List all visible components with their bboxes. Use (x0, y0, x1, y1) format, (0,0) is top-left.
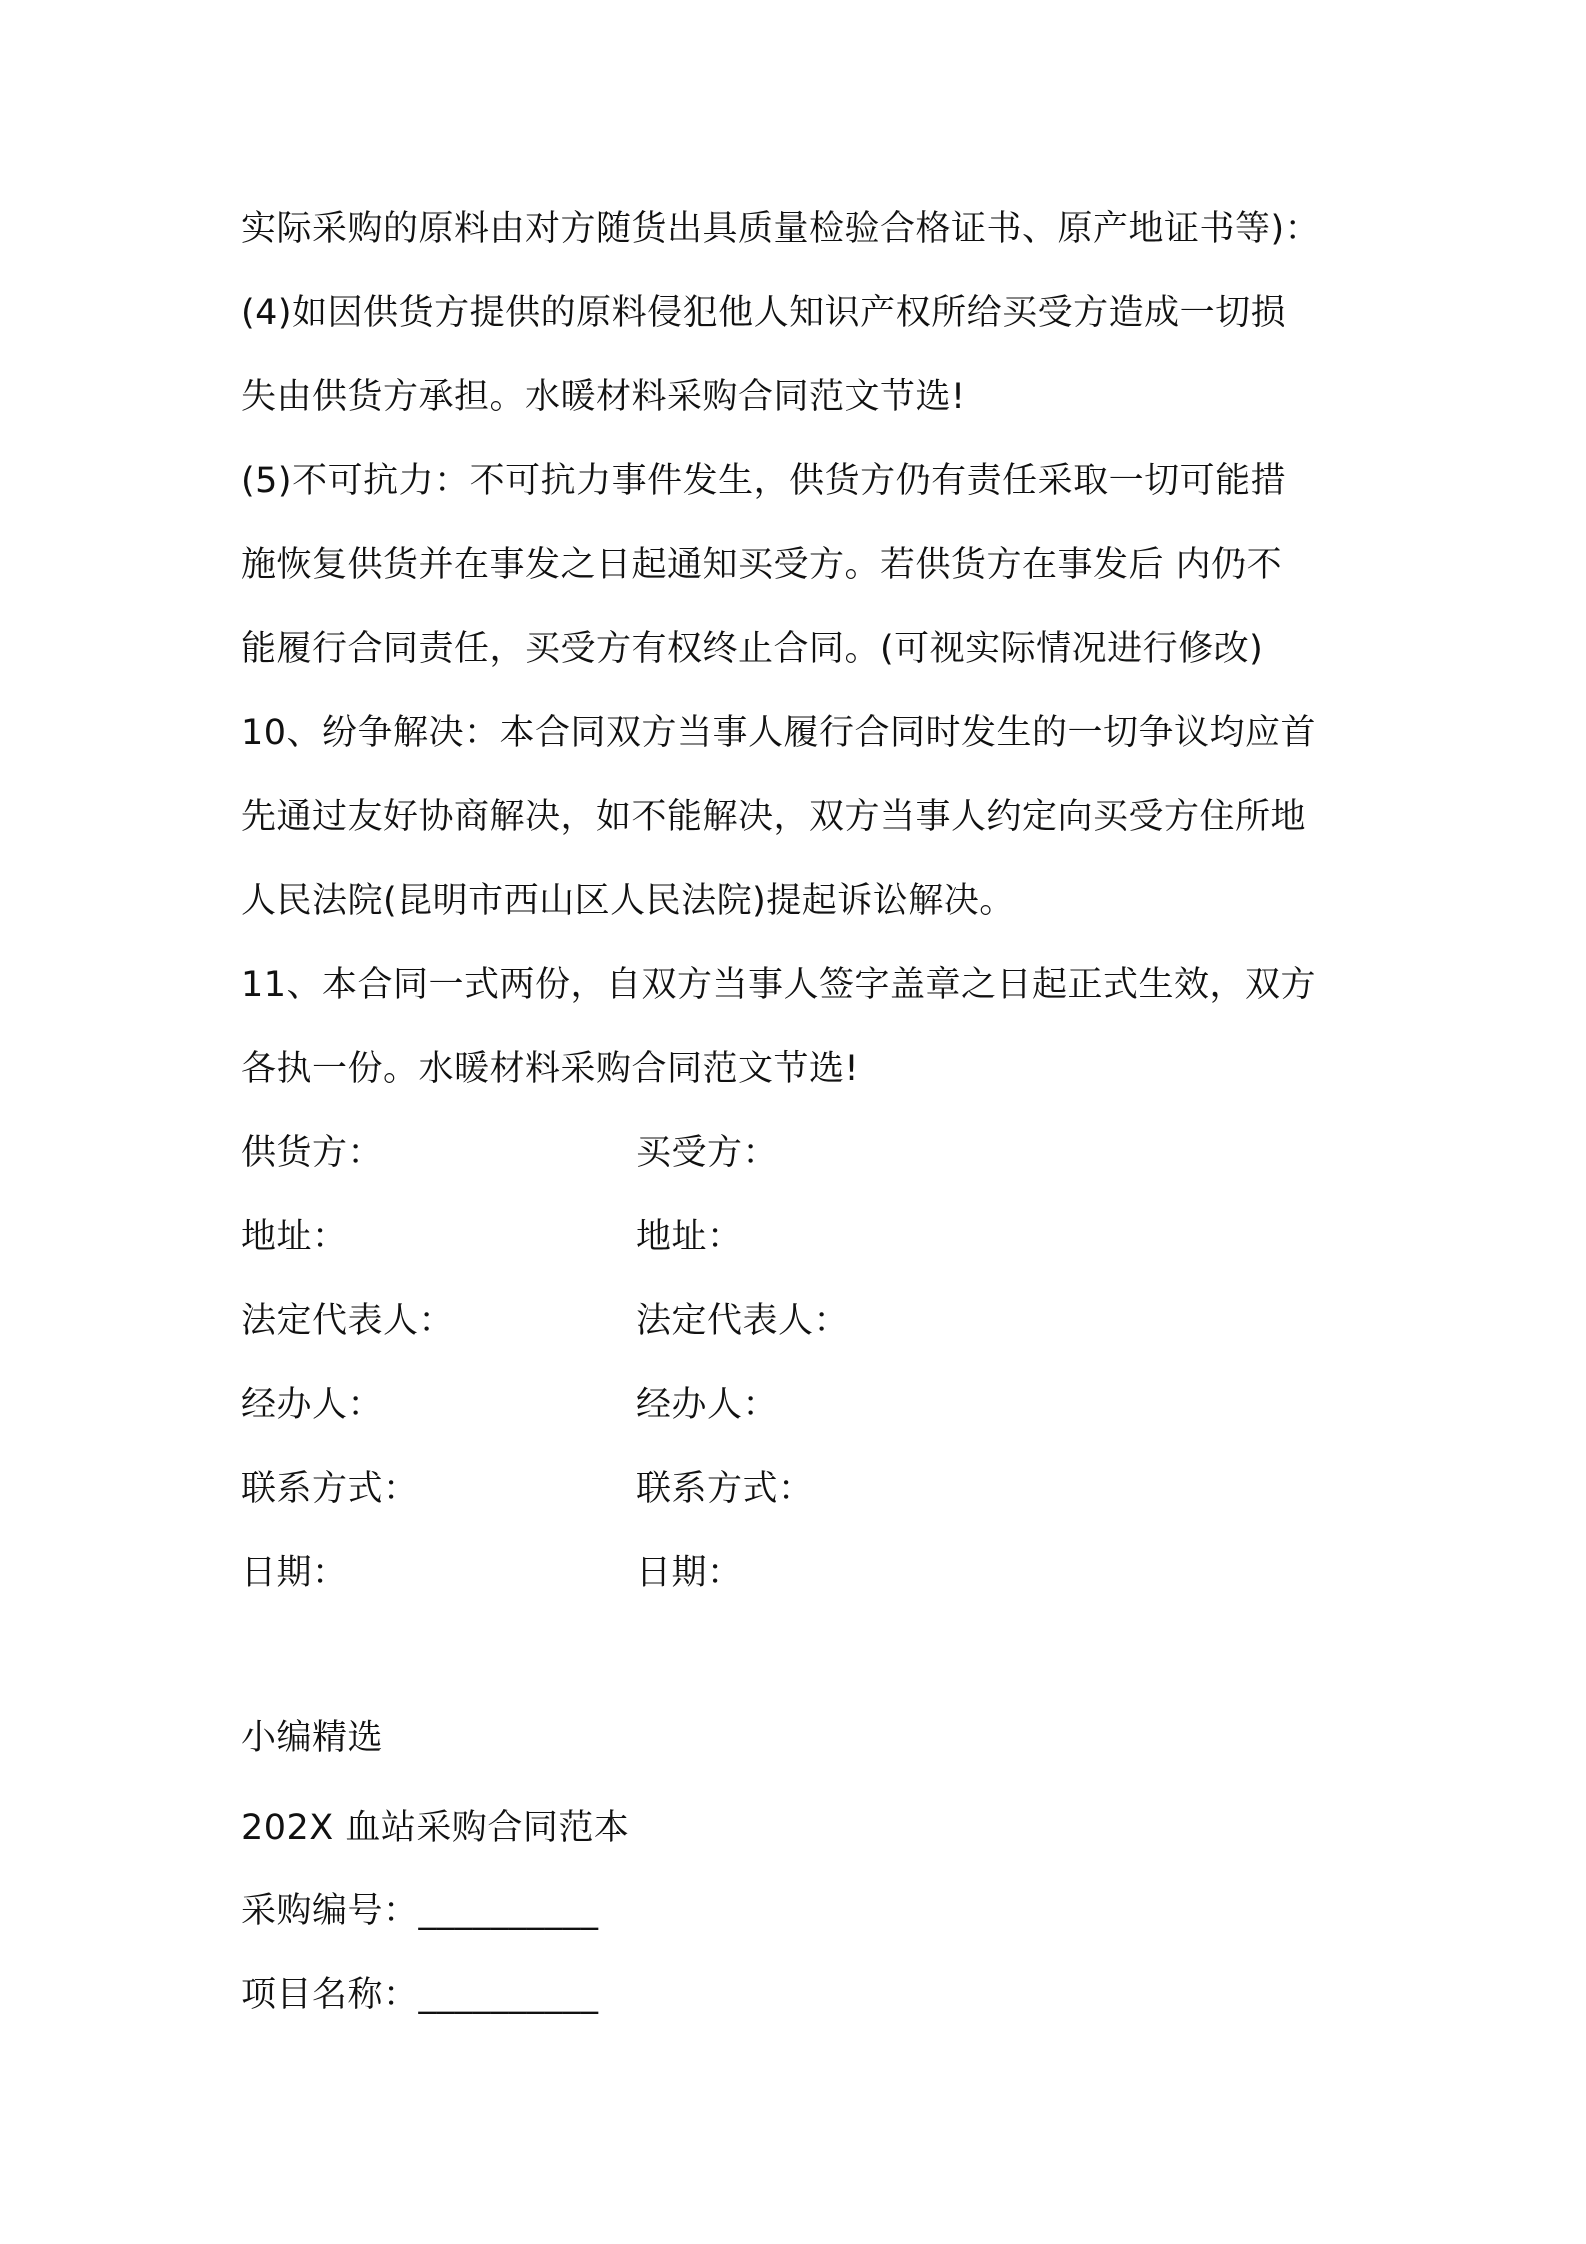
supplier-legal-rep-label: 法定代表人： (241, 1301, 455, 1341)
buyer-handler-label: 经办人： (636, 1385, 779, 1425)
buyer-label: 买受方： (636, 1133, 779, 1173)
body-line: 各执一份。水暖材料采购合同范文节选! (241, 1049, 860, 1089)
buyer-contact-label: 联系方式： (636, 1469, 814, 1509)
buyer-legal-rep-label: 法定代表人： (636, 1301, 850, 1341)
appendix-heading: 小编精选 (241, 1718, 384, 1758)
supplier-contact-label: 联系方式： (241, 1469, 419, 1509)
supplier-handler-label: 经办人： (241, 1385, 384, 1425)
body-line: (4)如因供货方提供的原料侵犯他人知识产权所给买受方造成一切损 (241, 293, 1287, 333)
body-line: 施恢复供货并在事发之日起通知买受方。若供货方在事发后 内仍不 (241, 545, 1283, 585)
buyer-address-label: 地址： (636, 1217, 743, 1257)
body-line: 实际采购的原料由对方随货出具质量检验合格证书、原产地证书等)： (241, 209, 1321, 249)
appendix-title: 202X 血站采购合同范本 (241, 1808, 630, 1848)
body-line: 10、纷争解决：本合同双方当事人履行合同时发生的一切争议均应首 (241, 713, 1317, 753)
body-line: 11、本合同一式两份，自双方当事人签字盖章之日起正式生效，双方 (241, 965, 1317, 1005)
buyer-date-label: 日期： (636, 1553, 743, 1593)
body-line: 失由供货方承担。水暖材料采购合同范文节选! (241, 377, 966, 417)
body-line: 人民法院(昆明市西山区人民法院)提起诉讼解决。 (241, 881, 1015, 921)
body-line: 能履行合同责任，买受方有权终止合同。(可视实际情况进行修改) (241, 629, 1264, 669)
supplier-address-label: 地址： (241, 1217, 348, 1257)
body-line: 先通过友好协商解决，如不能解决，双方当事人约定向买受方住所地 (241, 797, 1307, 837)
supplier-date-label: 日期： (241, 1553, 348, 1593)
body-line: (5)不可抗力：不可抗力事件发生，供货方仍有责任采取一切可能措 (241, 461, 1287, 501)
project-name-field: 项目名称：__________ (241, 1975, 599, 2015)
purchase-number-field: 采购编号：__________ (241, 1891, 599, 1931)
supplier-label: 供货方： (241, 1133, 384, 1173)
